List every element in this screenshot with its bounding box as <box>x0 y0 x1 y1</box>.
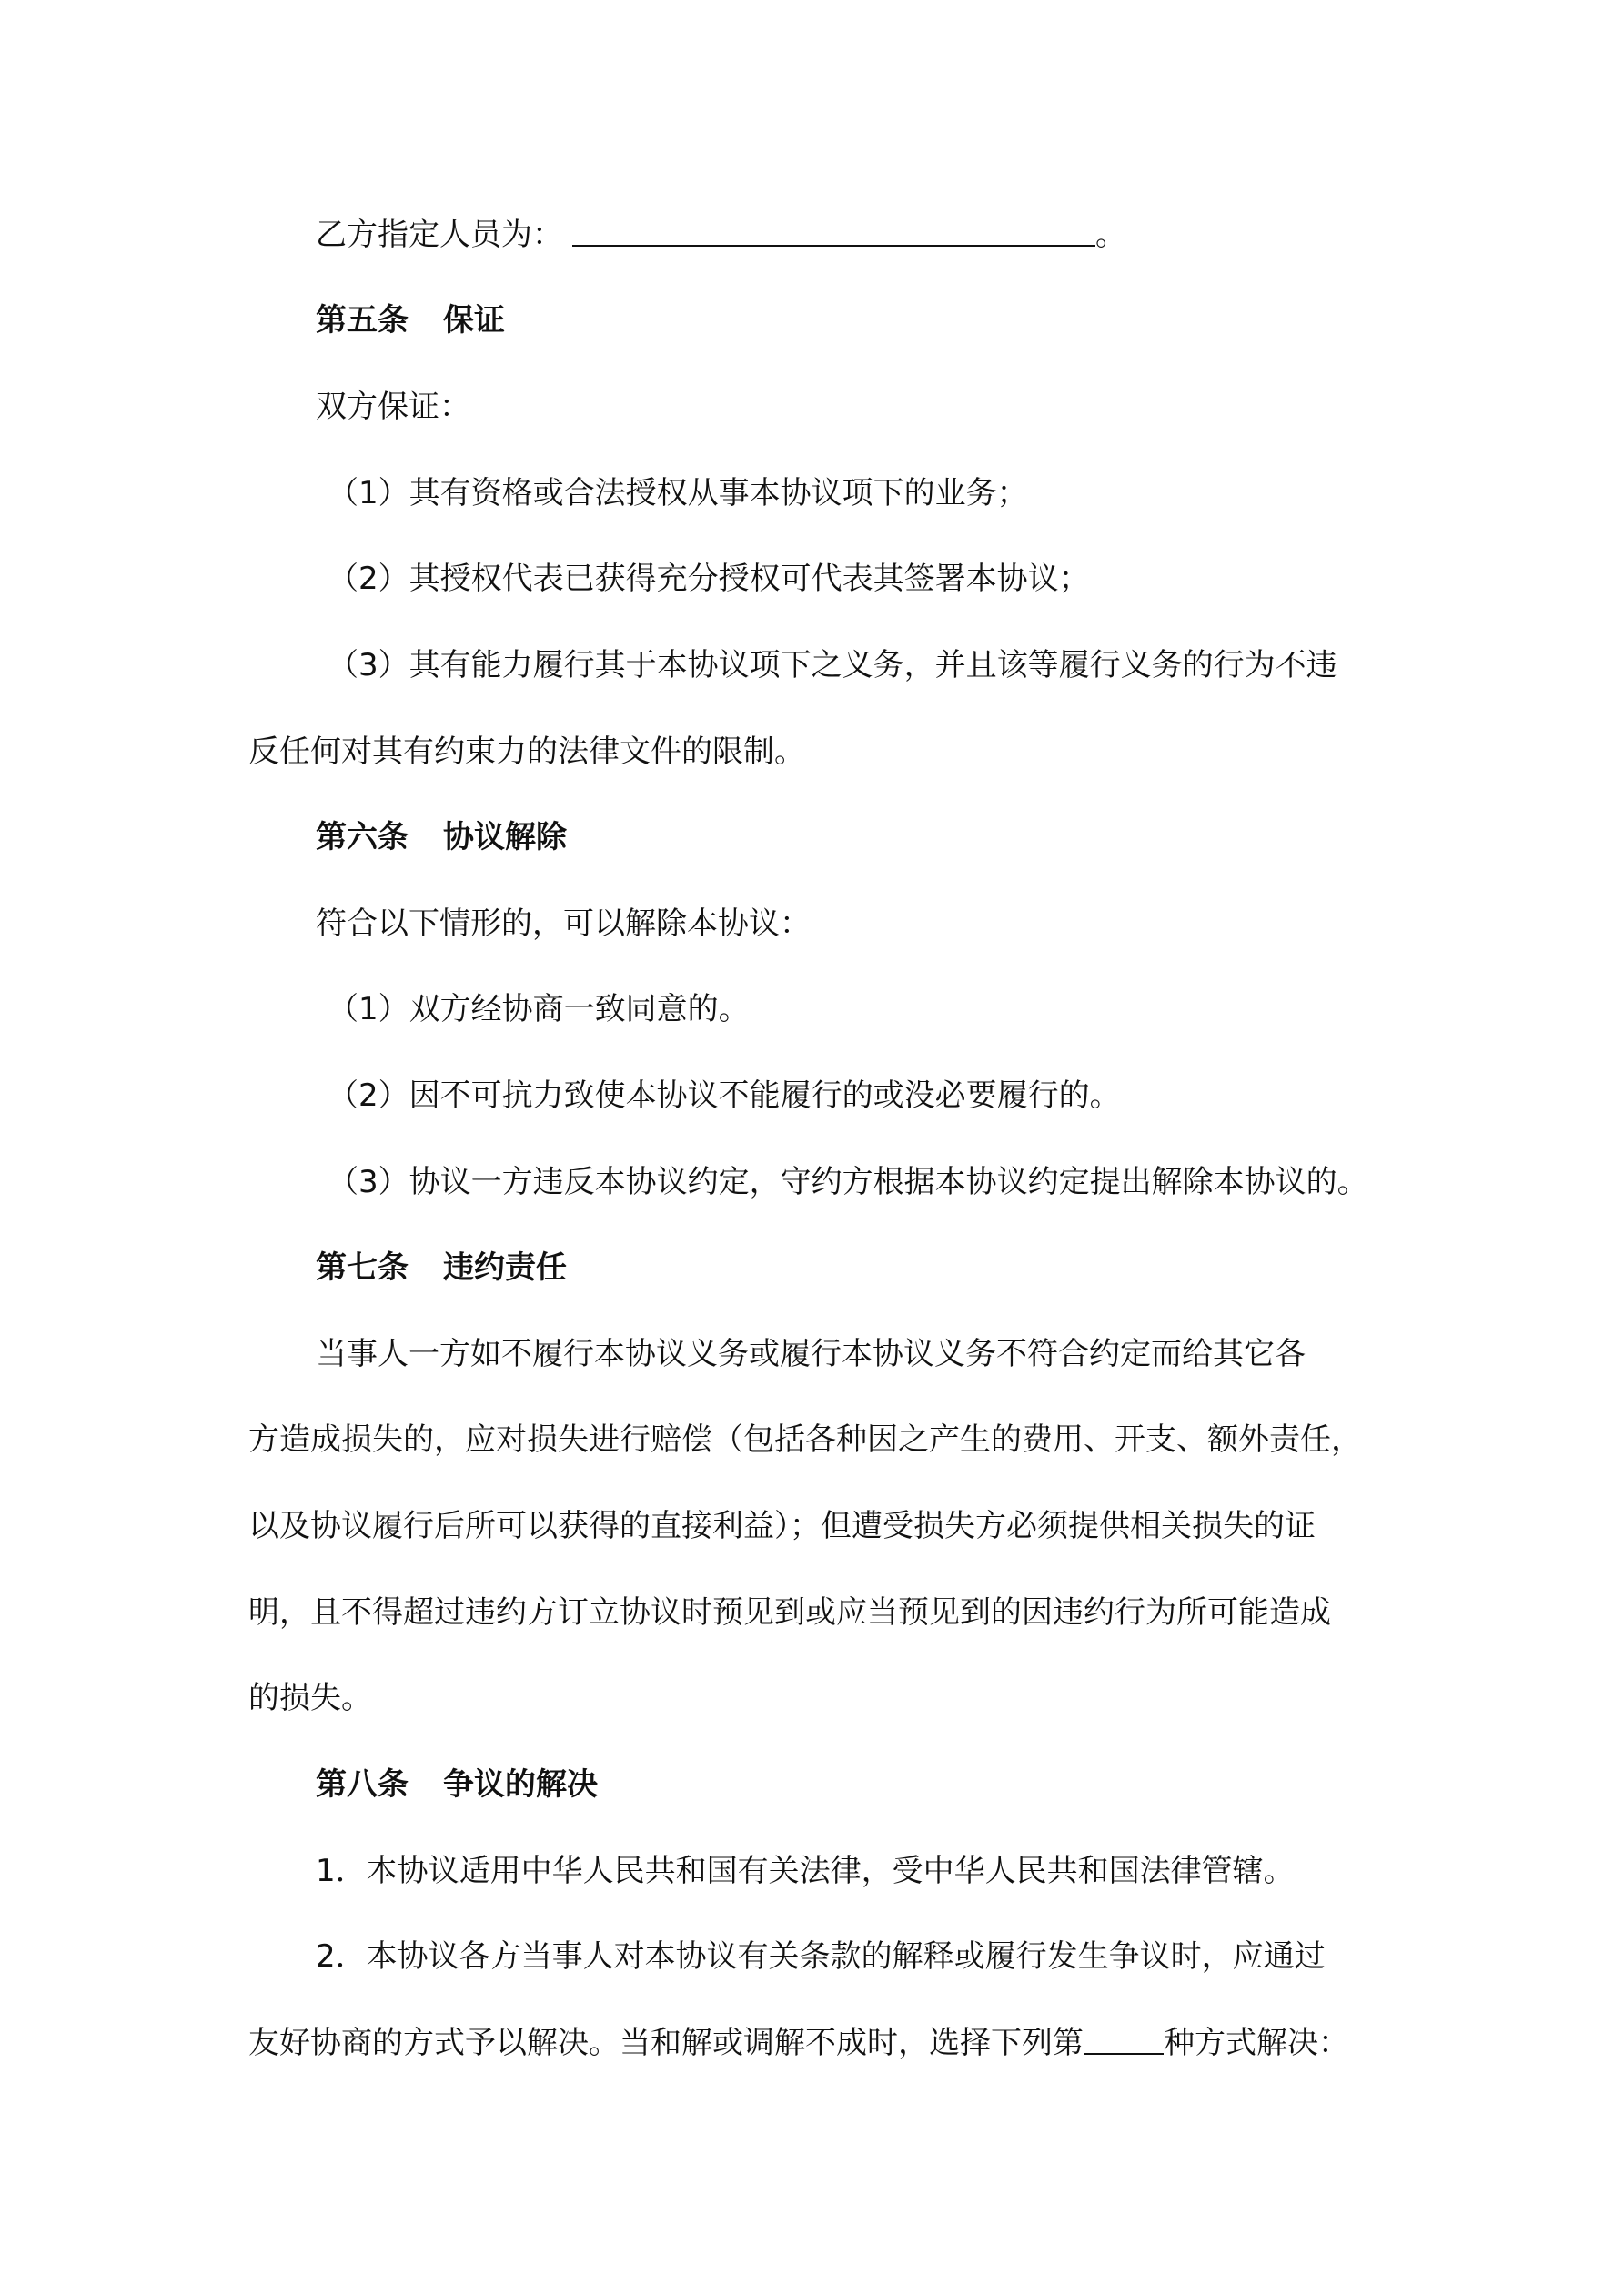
article-7-line-5: 的损失。 <box>248 1680 372 1716</box>
article-5-heading <box>316 302 505 339</box>
article-7-line-2: 方造成损失的，应对损失进行赔偿（包括各种因之产生的费用、开支、额外责任， <box>248 1421 1362 1458</box>
article-5-item-3: （3）其有能力履行其于本协议项下之义务，并且该等履行义务的行为不违 <box>328 647 1337 683</box>
article-5-number: 第五条 <box>316 302 409 339</box>
article-7-line-4: 明，且不得超过违约方订立协议时预见到或应当预见到的因违约行为所可能造成 <box>248 1594 1331 1631</box>
article-8-number: 第八条 <box>316 1766 409 1803</box>
article-8-paragraph-2-line-2 <box>248 2025 1349 2061</box>
article-6-item-2: （2）因不可抗力致使本协议不能履行的或没必要履行的。 <box>328 1077 1121 1114</box>
article-7-heading <box>316 1249 567 1286</box>
article-7-number: 第七条 <box>316 1249 409 1286</box>
method-number-blank[interactable] <box>1084 2026 1164 2055</box>
article-6-item-1: （1）双方经协商一致同意的。 <box>328 991 750 1027</box>
article-6-number: 第六条 <box>316 819 409 855</box>
method-text-after: 种方式解决： <box>1164 2025 1349 2061</box>
article-8-paragraph-2-line-1: 2．本协议各方当事人对本协议有关条款的解释或履行发生争议时，应通过 <box>316 1938 1326 1975</box>
designated-person-end: 。 <box>1095 217 1126 253</box>
designated-person-line <box>316 217 1126 253</box>
article-8-paragraph-1: 1．本协议适用中华人民共和国有关法律，受中华人民共和国法律管辖。 <box>316 1853 1295 1889</box>
article-5-item-2: （2）其授权代表已获得充分授权可代表其签署本协议； <box>328 561 1090 597</box>
method-text-before: 友好协商的方式予以解决。当和解或调解不成时，选择下列第 <box>248 2025 1084 2061</box>
article-6-heading <box>316 819 567 855</box>
article-8-heading <box>316 1766 598 1803</box>
article-7-title: 违约责任 <box>443 1249 567 1286</box>
article-5-item-3-continued: 反任何对其有约束力的法律文件的限制。 <box>248 733 805 770</box>
designated-person-label: 乙方指定人员为： <box>316 217 563 253</box>
article-7-line-1: 当事人一方如不履行本协议义务或履行本协议义务不符合约定而给其它各 <box>316 1336 1306 1372</box>
article-5-lead: 双方保证： <box>316 389 470 425</box>
article-8-title: 争议的解决 <box>443 1766 598 1803</box>
article-5-title: 保证 <box>443 302 505 339</box>
article-6-lead: 符合以下情形的，可以解除本协议： <box>316 905 811 942</box>
designated-person-blank[interactable] <box>572 217 1095 247</box>
article-5-item-1: （1）其有资格或合法授权从事本协议项下的业务； <box>328 475 1028 511</box>
article-7-line-3: 以及协议履行后所可以获得的直接利益）；但遭受损失方必须提供相关损失的证 <box>248 1508 1316 1544</box>
article-6-item-3: （3）协议一方违反本协议约定，守约方根据本协议约定提出解除本协议的。 <box>328 1164 1368 1200</box>
article-6-title: 协议解除 <box>443 819 567 855</box>
